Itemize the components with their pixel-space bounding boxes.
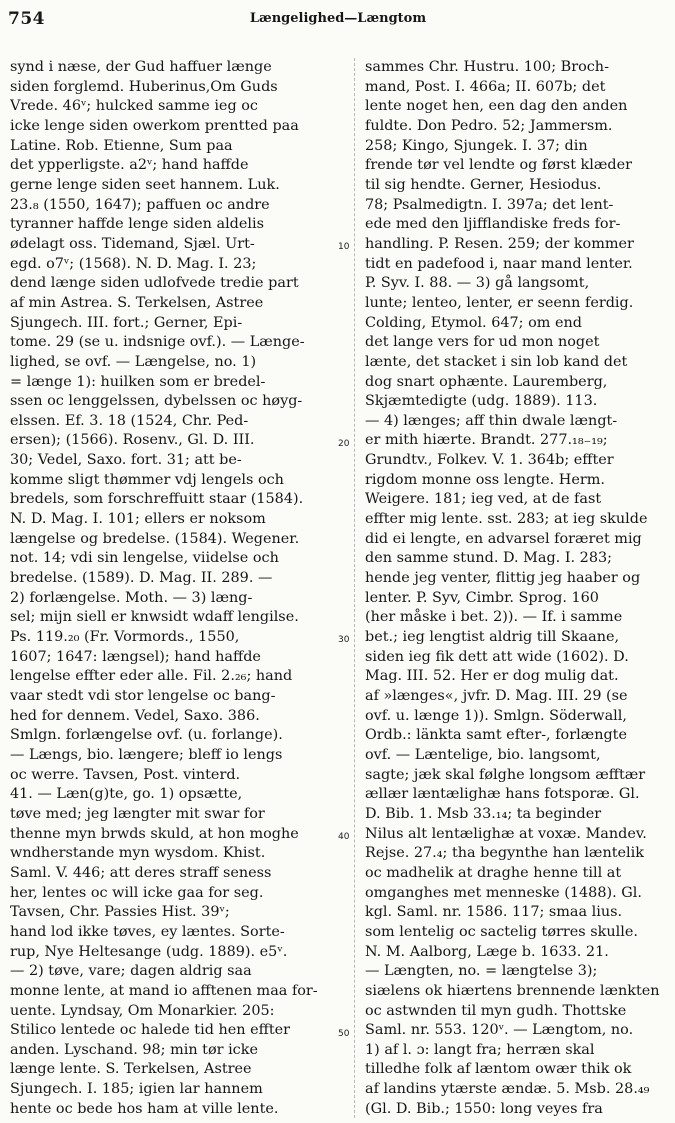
text-line: lente noget hen, een dag den anden <box>365 98 628 115</box>
text-line: lighed, se ovf. — Længelse, no. 1) <box>10 353 257 370</box>
text-line: oc astwnden til myn gudh. Thottske <box>365 1002 627 1019</box>
text-line: ersen); (1566). Rosenv., Gl. D. III. <box>10 432 255 449</box>
text-line: — 2) tøve, vare; dagen aldrig saa <box>10 963 252 980</box>
text-line: Weigere. 181; ieg ved, at de fast <box>365 491 602 508</box>
text-line: Ordb.: länkta samt efter-, forlængte <box>365 727 627 744</box>
text-line: elssen. Ef. 3. 18 (1524, Chr. Ped- <box>10 412 249 429</box>
text-line: tilledhe folk af læntom owær thik ok <box>365 1061 632 1078</box>
text-line: Nilus alt lentælighæ at voxæ. Mandev. <box>365 825 647 842</box>
text-line: Saml. nr. 553. 120ᵛ. — Længtom, no. <box>365 1022 634 1039</box>
text-line: Saml. V. 446; att deres straff seness <box>10 864 272 881</box>
text-line: 1607; 1647: længsel); hand haffde <box>10 648 261 665</box>
text-line: 258; Kingo, Sjungek. I. 37; din <box>365 137 588 154</box>
text-line: = længe 1): huilken som er bredel- <box>10 373 266 390</box>
text-line: af landins ytærste ændæ. 5. Msb. 28.₄₉ <box>365 1081 650 1098</box>
text-line: af min Astrea. S. Terkelsen, Astree <box>10 294 264 311</box>
line-number-50: 50 <box>338 1029 350 1039</box>
text-line: hende jeg venter, flittig jeg haaber og <box>365 570 641 587</box>
text-line: lenter. P. Syv, Cimbr. Sprog. 160 <box>365 589 599 606</box>
text-line: gerne lenge siden seet hannem. Luk. <box>10 176 280 193</box>
text-line: Latine. Rob. Etienne, Sum paa <box>10 137 233 154</box>
text-line: siden ieg fik dett att wide (1602). D. <box>365 648 629 665</box>
text-line: ællær læntælighæ hans fotsporæ. Gl. <box>365 786 640 803</box>
text-line: Sjungech. III. fort.; Gerner, Epi- <box>10 314 243 331</box>
text-line: Mag. III. 52. Her er dog mulig dat. <box>365 668 619 685</box>
line-number-20: 20 <box>338 439 350 449</box>
text-line: længelse og bredelse. (1584). Wegener. <box>10 530 300 547</box>
page-header <box>8 9 668 31</box>
text-line: her, lentes oc will icke gaa for seg. <box>10 884 264 901</box>
text-line: tøve med; jeg længter mit swar for <box>10 805 265 822</box>
text-line: Skjæmtedigte (udg. 1889). 113. <box>365 393 598 410</box>
text-line: 30; Vedel, Saxo. fort. 31; att be- <box>10 452 242 469</box>
text-line: — Længten, no. = længtelse 3); <box>365 963 598 980</box>
text-line: Vrede. 46ᵛ; hulcked samme ieg oc <box>10 98 258 115</box>
text-line: dend længe siden udlofvede tredie part <box>10 275 299 292</box>
text-line: (Gl. D. Bib.; 1550: long veyes fra <box>365 1100 603 1117</box>
text-line: oc madhelik at draghe henne till at <box>365 864 622 881</box>
text-line: mand, Post. I. 466a; II. 607b; det <box>365 78 606 95</box>
text-line: bredelse. (1589). D. Mag. II. 289. — <box>10 570 273 587</box>
column-divider <box>354 58 355 1118</box>
text-line: N. M. Aalborg, Læge b. 1633. 21. <box>365 943 609 960</box>
text-line: handling. P. Resen. 259; der kommer <box>365 235 634 252</box>
text-line: ede med den ljifflandiske freds for- <box>365 216 621 233</box>
text-line: — Længs, bio. længere; bleff io lengs <box>10 746 283 763</box>
text-line: Colding, Etymol. 647; om end <box>365 314 582 331</box>
text-line: kgl. Saml. nr. 1586. 117; smaa lius. <box>365 904 623 921</box>
text-line: af »længes«, jvfr. D. Mag. III. 29 (se <box>365 688 628 704</box>
text-line: rigdom monne oss lengte. Herm. <box>365 471 605 488</box>
text-line: 1) af l. ɔ: langt fra; herræn skal <box>365 1041 595 1058</box>
text-line: Ps. 119.₂₀ (Fr. Vormords., 1550, <box>10 629 240 646</box>
text-line: som lentelig oc sactelig tørres skulle. <box>365 923 638 940</box>
text-line: hed for dennem. Vedel, Saxo. 386. <box>10 707 260 724</box>
text-line: 2) forlængelse. Moth. — 3) læng- <box>10 589 253 606</box>
text-line: monne lente, at mand io afftenen maa for- <box>10 982 318 999</box>
text-line: D. Bib. 1. Msb 33.₁₄; ta beginder <box>365 805 602 822</box>
text-line: oc werre. Tavsen, Post. vinterd. <box>10 766 241 783</box>
text-line: hente oc bede hos ham at ville lente. <box>10 1100 279 1117</box>
text-line: did ei lengte, en advarsel foræret mig <box>365 530 642 547</box>
text-line: uente. Lyndsay, Om Monarkier. 205: <box>10 1002 275 1019</box>
text-line: omganghes met menneske (1488). Gl. <box>365 884 642 901</box>
text-line: bredels, som forschreffuitt staar (1584). <box>10 491 304 508</box>
text-line: (her måske i bet. 2)). — If. i samme <box>365 609 623 626</box>
text-line: ssen oc lenggelssen, dybelssen oc høyg- <box>10 393 303 410</box>
text-line: Stilico lentede oc halede tid hen effter <box>10 1022 291 1039</box>
right-column <box>365 58 670 1119</box>
text-line: tyranner haffde lenge siden aldelis <box>10 216 265 233</box>
text-line: Sjungech. I. 185; igien lar hannem <box>10 1081 263 1098</box>
text-line: N. D. Mag. I. 101; ellers er noksom <box>10 511 266 528</box>
page-number: 754 <box>8 9 45 29</box>
text-line: sel; mijn siell er knwsidt wdaff lengilse. <box>10 609 299 626</box>
text-line: rup, Nye Heltesange (udg. 1889). e5ᵛ. <box>10 943 288 960</box>
text-line: den samme stund. D. Mag. I. 283; <box>365 550 612 567</box>
text-line: 41. — Læn(g)te, go. 1) opsætte, <box>10 786 243 803</box>
text-line: det lange vers for ud mon noget <box>365 334 600 351</box>
text-line: ovf. u. længe 1)). Smlgn. Söderwall, <box>365 707 627 724</box>
text-line: tome. 29 (se u. indsnige ovf.). — Længe- <box>10 334 305 351</box>
running-head: Længelighed—Længtom <box>249 11 427 26</box>
text-line: er mith hiærte. Brandt. 277.₁₈₋₁₉; <box>365 432 608 449</box>
text-line: frende tør vel lendte og først klæder <box>365 157 633 174</box>
text-line: længe lente. S. Terkelsen, Astree <box>10 1061 252 1078</box>
left-column <box>10 58 335 1119</box>
text-line: sagte; jæk skal følghe longsom æfftær <box>365 766 646 783</box>
text-line: anden. Lyschand. 98; min tør icke <box>10 1041 258 1058</box>
text-line: ovf. — Læntelige, bio. langsomt, <box>365 746 601 763</box>
text-line: lunte; lenteo, lenter, er seenn ferdig. <box>365 294 634 311</box>
text-line: komme sligt thømmer vdj lengels och <box>10 471 284 488</box>
line-number-10: 10 <box>338 242 350 252</box>
text-line: ødelagt oss. Tidemand, Sjæl. Urt- <box>10 235 255 252</box>
text-line: not. 14; vdi sin lengelse, viidelse och <box>10 550 279 567</box>
text-line: hand lod ikke tøves, ey læntes. Sorte- <box>10 923 285 940</box>
text-line: det ypperligste. a2ᵛ; hand haffde <box>10 157 249 174</box>
line-number-40: 40 <box>338 832 350 842</box>
text-line: sammes Chr. Hustru. 100; Broch- <box>365 59 609 75</box>
text-line: lengelse effter eder alle. Fil. 2.₂₆; hand <box>10 668 293 685</box>
text-line: 23.₈ (1550, 1647); paffuen oc andre <box>10 196 270 213</box>
text-line: Smlgn. forlængelse ovf. (u. forlange). <box>10 727 283 744</box>
text-line: Tavsen, Chr. Passies Hist. 39ᵛ; <box>10 904 230 921</box>
text-line: P. Syv. I. 88. — 3) gå langsomt, <box>365 275 590 292</box>
text-line: vaar stedt vdi stor lengelse oc bang- <box>10 688 276 704</box>
text-line: — 4) længes; aff thin dwale længt- <box>365 412 618 429</box>
text-line: siælens ok hiærtens brennende lænkten <box>365 982 660 999</box>
text-line: tidt en padefood i, naar mand lenter. <box>365 255 633 272</box>
text-line: effter mig lente. sst. 283; at ieg skulde <box>365 511 648 528</box>
line-number-30: 30 <box>338 635 350 645</box>
text-line: Grundtv., Folkev. V. 1. 364b; effter <box>365 452 614 469</box>
text-line: synd i næse, der Gud haffuer længe <box>10 59 272 75</box>
text-line: siden forglemd. Huberinus,Om Guds <box>10 78 278 95</box>
text-line: fuldte. Don Pedro. 52; Jammersm. <box>365 117 613 134</box>
text-line: bet.; ieg lengtist aldrig till Skaane, <box>365 629 620 646</box>
text-line: lænte, det stacket i sin lob kand det <box>365 353 628 370</box>
text-line: thenne myn brwds skuld, at hon moghe <box>10 825 299 842</box>
text-line: wndherstande myn wysdom. Khist. <box>10 845 266 862</box>
text-line: icke lenge siden owerkom prentted paa <box>10 117 299 134</box>
text-line: egd. o7ᵛ; (1568). N. D. Mag. I. 23; <box>10 255 257 272</box>
text-line: 78; Psalmedigtn. I. 397a; det lent- <box>365 196 614 213</box>
text-line: dog snart ophænte. Lauremberg, <box>365 373 608 390</box>
text-line: til sig hendte. Gerner, Hesiodus. <box>365 176 602 193</box>
text-line: Rejse. 27.₄; tha begynthe han læntelik <box>365 845 644 862</box>
